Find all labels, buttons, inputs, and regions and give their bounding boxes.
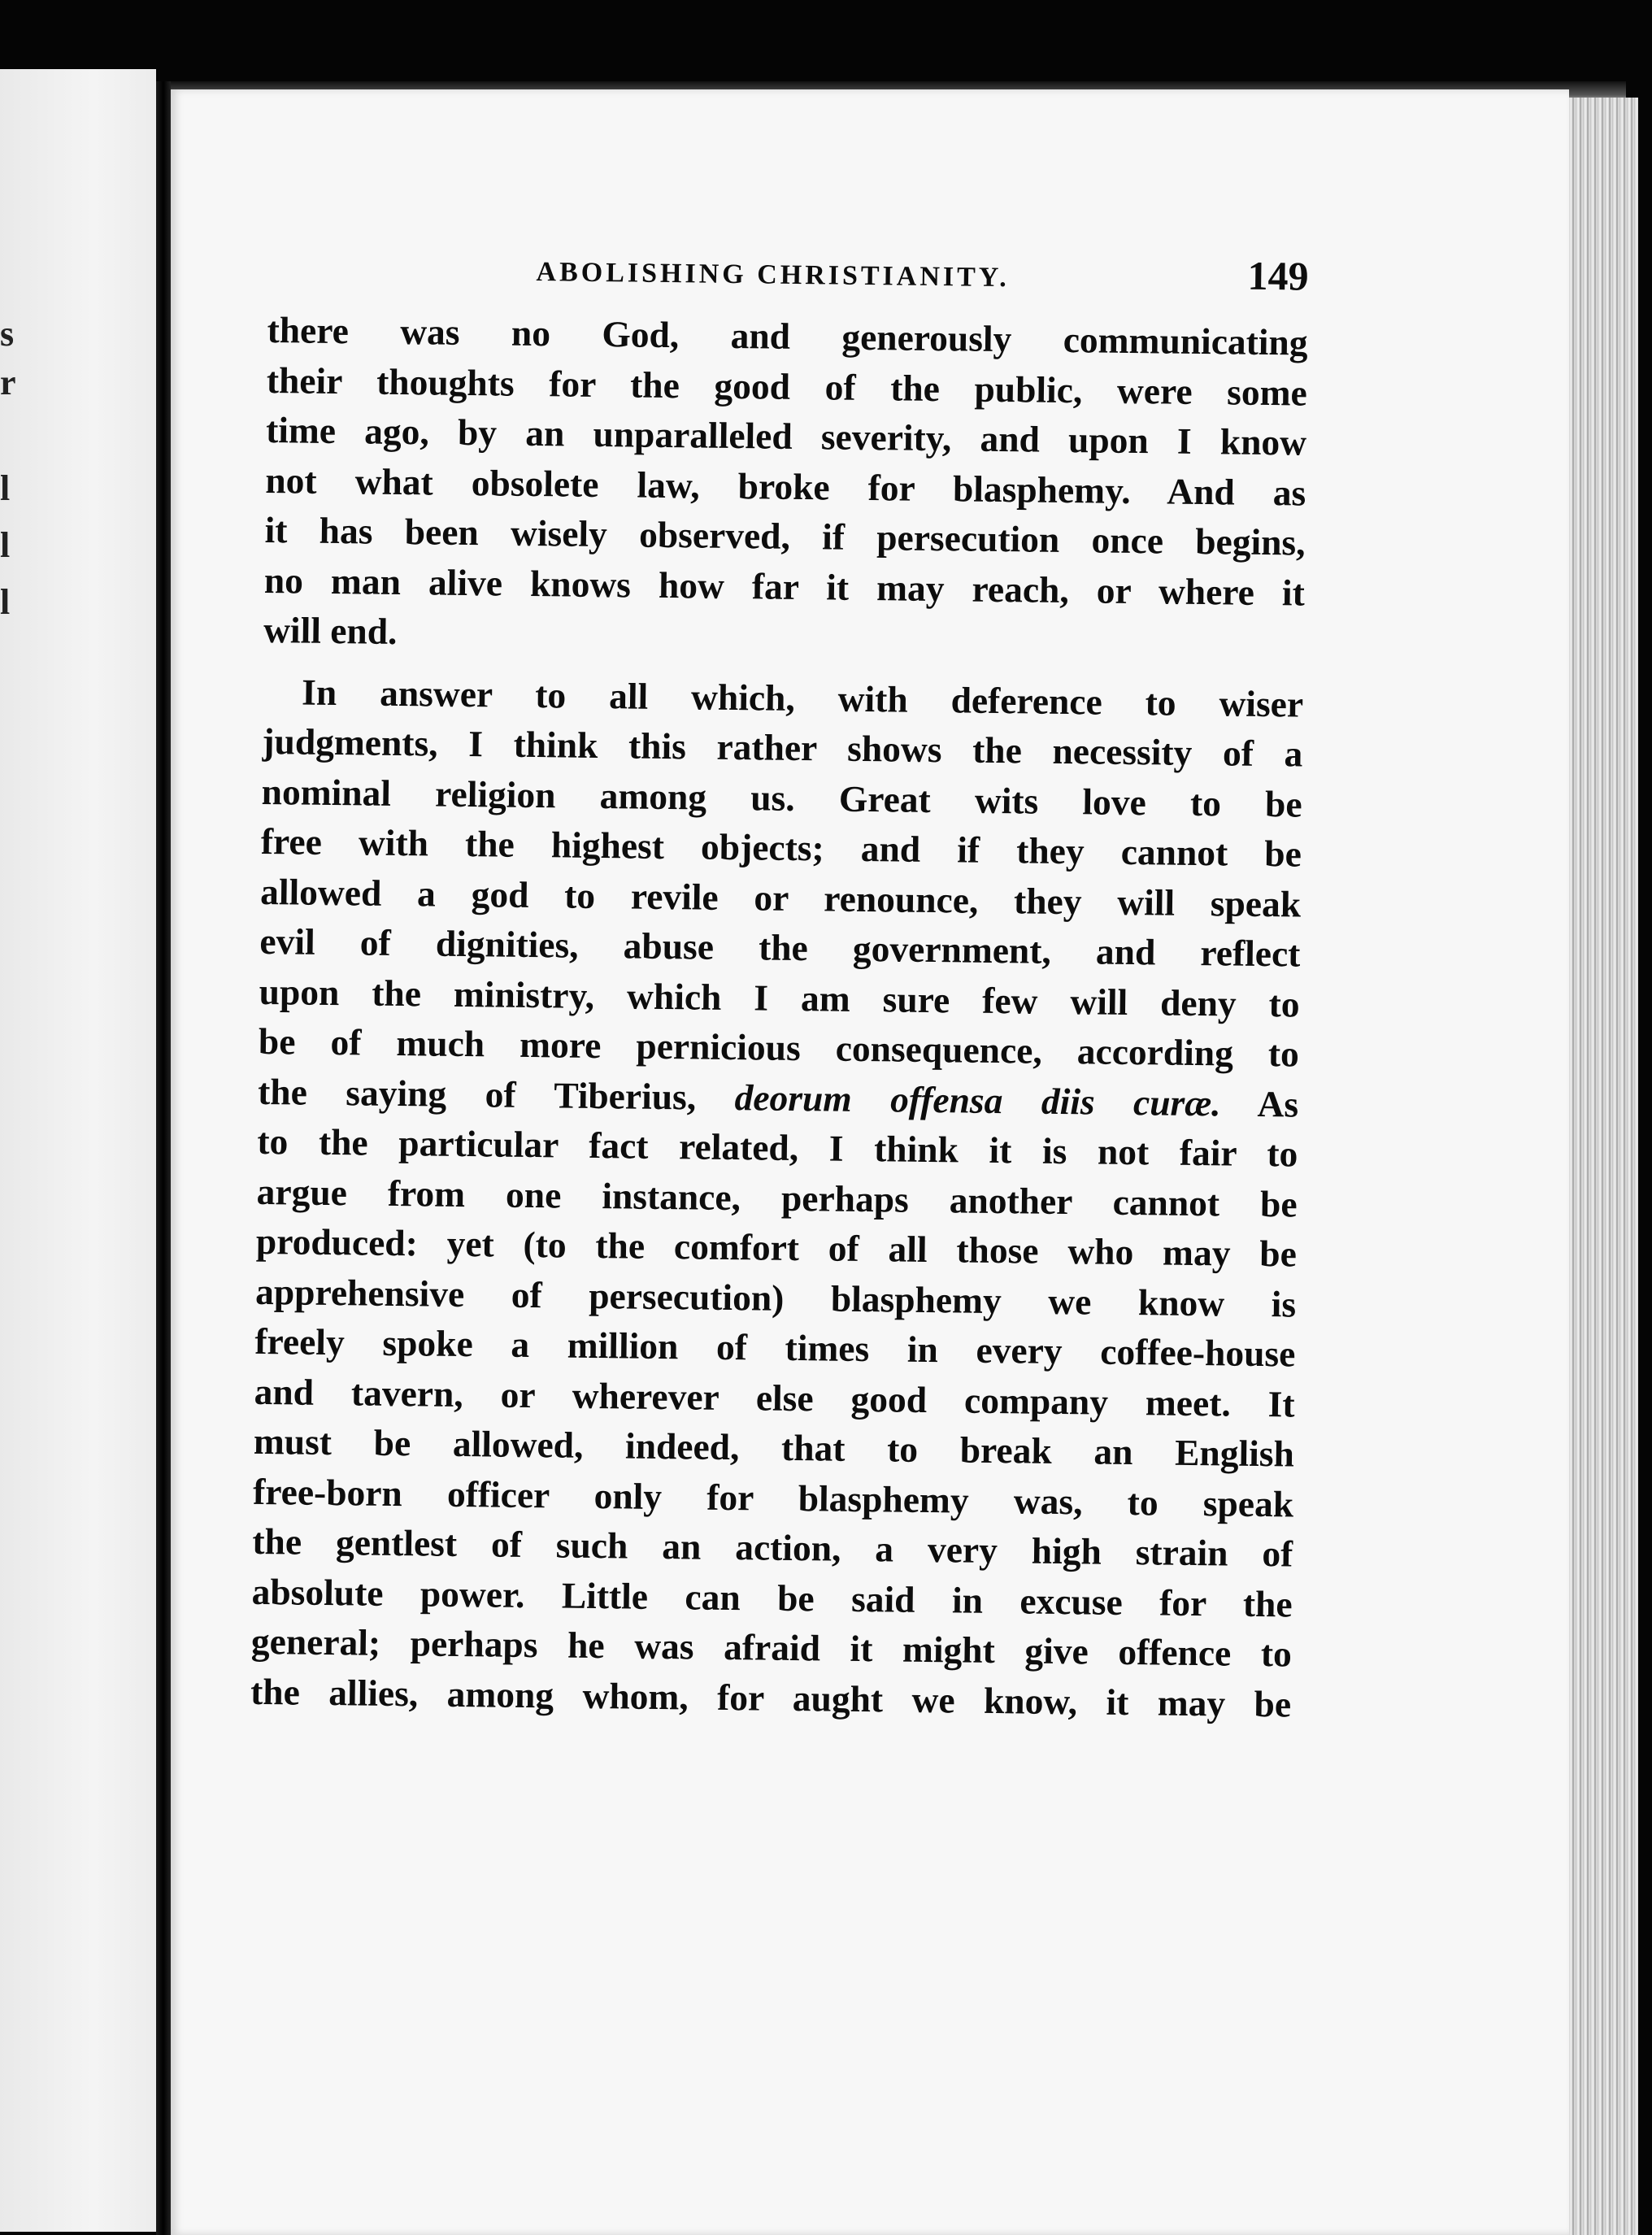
- text-line: absolute power. Little can be said in excuse for the: [251, 1570, 1293, 1625]
- text-line: argue from one instance, perhaps another cannot be: [256, 1170, 1298, 1225]
- margin-mark: l: [0, 525, 11, 565]
- text-line: upon the ministry, which I am sure few will deny to: [259, 970, 1300, 1025]
- latin-quotation: deorum offensa diis curæ.: [734, 1076, 1221, 1124]
- text-line: must be allowed, indeed, that to break an English: [253, 1420, 1295, 1475]
- page-stack-edges: [1569, 98, 1638, 2235]
- text-segment: As: [1257, 1082, 1299, 1125]
- paragraph-2: [250, 666, 1304, 1728]
- text-line: nominal religion among us. Great wits love to be: [261, 770, 1302, 825]
- text-line: apprehensive of persecution) blasphemy we know is: [254, 1270, 1297, 1325]
- book-gutter: [156, 81, 171, 2235]
- text-line: no man alive knows how far it may reach, or where it: [263, 559, 1306, 614]
- text-line: not what obsolete law, broke for blasphemy. And as: [265, 459, 1306, 514]
- text-line: there was no God, and generously communicating: [267, 308, 1308, 363]
- text-segment: the saying of Tiberius,: [257, 1070, 697, 1118]
- margin-mark: s: [0, 314, 15, 354]
- text-line: the allies, among whom, for aught we know, it may be: [250, 1670, 1292, 1725]
- text-line: to the particular fact related, I think it is not fair to: [257, 1120, 1298, 1175]
- text-line: general; perhaps he was afraid it might give offence to: [250, 1620, 1293, 1675]
- text-line: free-born officer only for blasphemy was, to speak: [252, 1470, 1294, 1525]
- text-line: allowed a god to revile or renounce, they will speak: [259, 870, 1302, 925]
- text-line: time ago, by an unparalleled severity, and upon I know: [265, 408, 1307, 463]
- margin-mark: l: [0, 468, 11, 508]
- text-line: freely spoke a million of times in every coffee-house: [254, 1320, 1296, 1375]
- paragraph-1: [263, 305, 1308, 667]
- text-line: and tavern, or wherever else good company meet. It: [254, 1370, 1295, 1425]
- text-line: be of much more pernicious consequence, according to: [258, 1020, 1300, 1075]
- page-text-block: [250, 240, 1309, 1729]
- text-line: will end.: [263, 608, 398, 652]
- left-page-edge: [0, 69, 156, 2232]
- running-title: ABOLISHING CHRISTIANITY.: [536, 257, 1010, 294]
- text-line: evil of dignities, abuse the government, and reflect: [259, 920, 1301, 975]
- text-line: produced: yet (to the comfort of all those who may be: [255, 1220, 1298, 1275]
- margin-mark: r: [0, 363, 16, 402]
- left-margin-marks: [0, 69, 16, 2232]
- text-line: judgments, I think this rather shows the necessity of a: [262, 720, 1303, 775]
- margin-mark: l: [0, 582, 11, 622]
- text-line: free with the highest objects; and if they cannot be: [260, 820, 1302, 875]
- text-line: In answer to all which, with deference to wiser: [301, 671, 1304, 725]
- text-line: the gentlest of such an action, a very high strain of: [252, 1520, 1293, 1575]
- page-number: 149: [1247, 252, 1309, 299]
- text-line: their thoughts for the good of the public, were some: [266, 359, 1308, 414]
- text-line: it has been wisely observed, if persecution once begins,: [264, 508, 1306, 563]
